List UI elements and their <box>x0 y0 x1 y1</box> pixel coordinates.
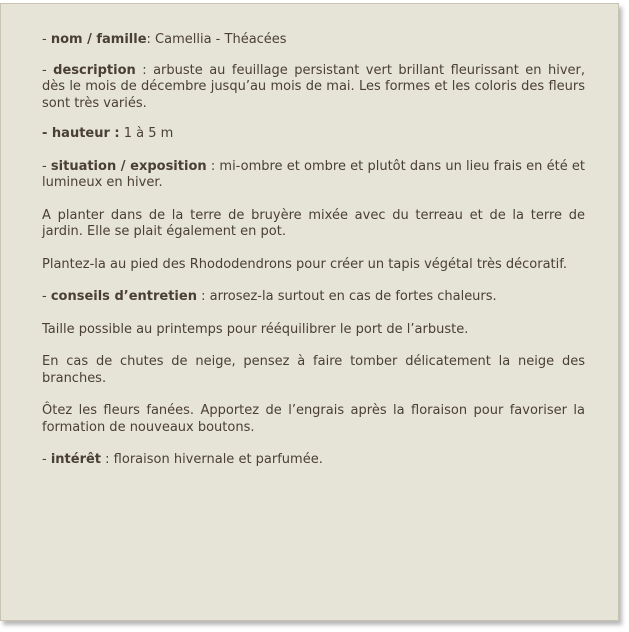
conseils-label: conseils d’entretien <box>50 289 197 304</box>
interet-value: floraison hivernale et parfumée. <box>113 452 323 467</box>
description-sep: : <box>135 62 154 78</box>
plantez-paragraph: Plantez-la au pied des Rhododendrons pour créer un tapis végétal très décoratif. <box>42 256 568 272</box>
description-prefix: - <box>42 62 54 78</box>
description-paragraph <box>42 63 585 113</box>
hauteur-value: 1 à 5 m <box>119 126 174 141</box>
situation-paragraph <box>42 159 585 192</box>
situation-sep: : <box>206 158 220 174</box>
description-value: arbuste au feuillage persistant vert brillant fleurissant en hiver, dès le mois de décembre jusqu’au mois de mai. Les formes et les coloris des fleurs sont très variés. <box>42 62 586 111</box>
taille-paragraph: Taille possible au printemps pour rééquilibrer le port de l’arbuste. <box>42 321 469 337</box>
nom-label: nom / famille <box>50 32 147 47</box>
fleurs-paragraph: Ôtez les fleurs fanées. Apportez de l’engrais après la floraison pour favoriser la formation de nouveaux boutons. <box>42 403 585 435</box>
nom-prefix: - <box>42 32 51 47</box>
plant-info-content <box>42 32 585 469</box>
nom-famille-line <box>42 32 585 49</box>
conseils-sep: : <box>196 289 210 304</box>
description-label: description <box>53 62 136 78</box>
neige-paragraph: En cas de chutes de neige, pensez à faire tomber délicatement la neige des branches. <box>42 354 585 386</box>
situation-value: mi-ombre et ombre et plutôt dans un lieu frais en été et lumineux en hiver. <box>42 158 585 190</box>
hauteur-line <box>42 126 585 143</box>
conseils-line <box>42 289 585 306</box>
planter-paragraph: A planter dans de la terre de bruyère mixée avec du terreau et de la terre de jardin. Elle se plait également en pot. <box>42 207 585 239</box>
plant-info-panel <box>0 3 619 621</box>
situation-label: situation / exposition <box>50 158 207 174</box>
interet-sep: : <box>101 452 114 467</box>
interet-prefix: - <box>42 452 51 467</box>
conseils-prefix: - <box>42 289 51 304</box>
interet-line <box>42 452 585 469</box>
nom-sep: : <box>146 32 156 47</box>
interet-label: intérêt <box>50 452 102 467</box>
situation-prefix: - <box>42 158 51 174</box>
hauteur-label: - hauteur : <box>42 126 120 141</box>
conseils-value: arrosez-la surtout en cas de fortes chaleurs. <box>209 289 497 304</box>
nom-value: Camellia - Théacées <box>155 32 287 47</box>
